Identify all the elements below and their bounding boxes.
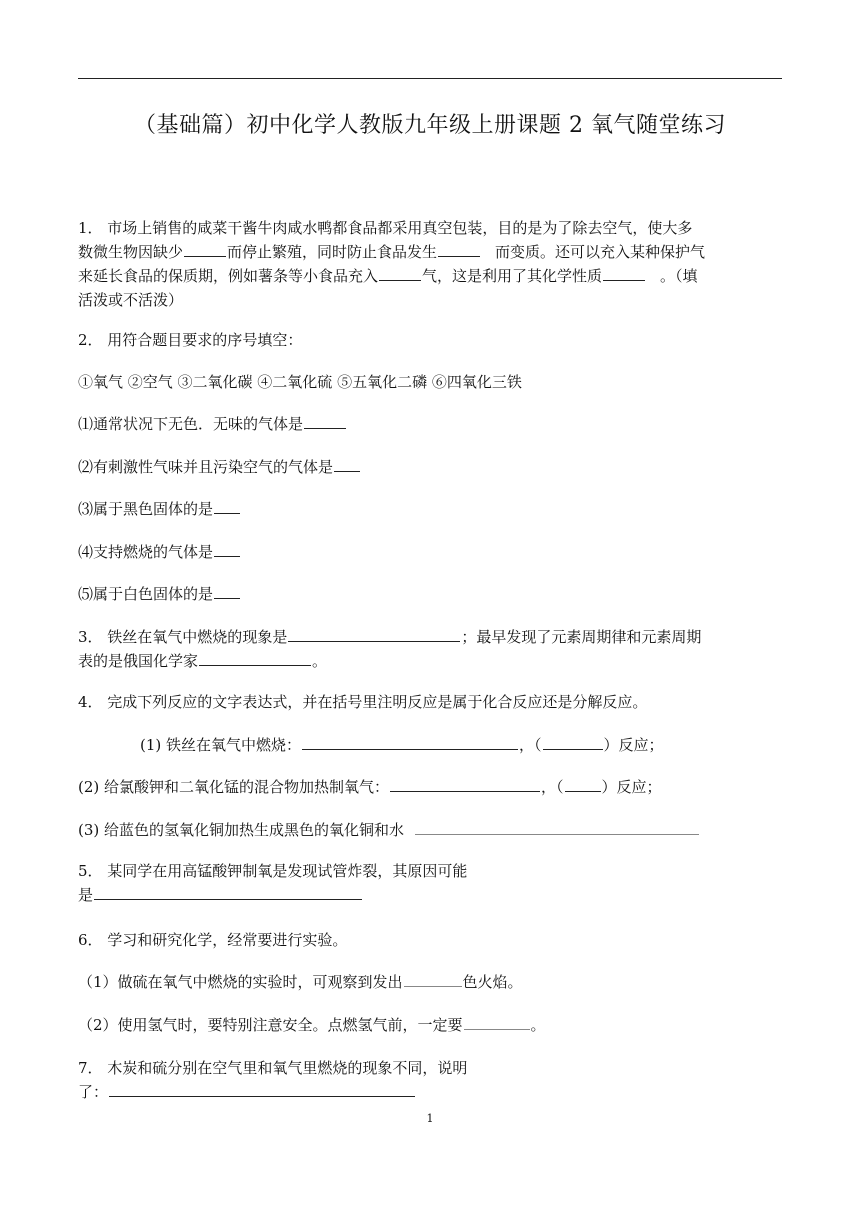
q2-blank-1[interactable]: [304, 412, 346, 429]
q7-line-1: 7． 木炭和硫分别在空气里和氧气里燃烧的现象不同，说明: [78, 1059, 468, 1077]
q6-blank-2[interactable]: [464, 1013, 530, 1030]
q6-sub-1: [78, 970, 782, 994]
q5-text: 是: [78, 886, 94, 904]
q6-blank-1[interactable]: [404, 970, 462, 987]
q1-text: 气，这是利用了其化学性质: [422, 267, 603, 285]
q2-sub-3-text: ⑶属于黑色固体的是: [78, 500, 214, 518]
q4-stem: 4． 完成下列反应的文字表达式，并在括号里注明反应是属于化合反应还是分解反应。: [78, 693, 648, 711]
q2-sub-2: [78, 455, 782, 479]
q4-sub-3: [78, 818, 782, 842]
q2-options: ①氧气 ②空气 ③二氧化碳 ④二氧化硫 ⑤五氧化二磷 ⑥四氧化三铁: [78, 373, 522, 391]
q4-blank-1[interactable]: [302, 733, 518, 750]
q2-sub-5: [78, 582, 782, 606]
q4-text: (1) 铁丝在氧气中燃烧：: [140, 736, 302, 754]
q1-line-2: [78, 240, 782, 264]
q3-text: ；最早发现了元素周期律和元素周期: [461, 628, 702, 646]
q1-blank-4[interactable]: [603, 264, 645, 281]
q4-blank-2[interactable]: [543, 733, 603, 750]
q6-stem: 6． 学习和研究化学，经常要进行实验。: [78, 931, 348, 949]
header-rule: [78, 78, 782, 79]
q6-text: 色火焰。: [462, 973, 523, 991]
q7-blank[interactable]: [109, 1080, 415, 1097]
q4-text: (3) 给蓝色的氢氧化铜加热生成黑色的氧化铜和水: [78, 821, 405, 839]
q1-line-1: 1． 市场上销售的咸菜干酱牛肉咸水鸭都食品都采用真空包装，目的是为了除去空气，使大多: [78, 219, 693, 237]
q2-stem: 2． 用符合题目要求的序号填空：: [78, 331, 303, 349]
q1-text: 。（填: [660, 267, 698, 285]
q3-text: 表的是俄国化学家: [78, 652, 199, 670]
q4-text: ）反应；: [603, 736, 664, 754]
q1-text: 而停止繁殖，同时防止食品发生: [227, 243, 438, 261]
q2-blank-4[interactable]: [214, 540, 240, 557]
q4-text: (2) 给氯酸钾和二氧化锰的混合物加热制氧气：: [78, 778, 390, 796]
q1-text: 数微生物因缺少: [78, 243, 184, 261]
q4-text: ，（: [519, 736, 542, 754]
q6-sub-2: [78, 1013, 782, 1037]
q3-blank-2[interactable]: [199, 649, 311, 666]
q3-line-1: [78, 625, 782, 649]
page-title: （基础篇）初中化学人教版九年级上册课题 2 氧气随堂练习: [134, 113, 726, 138]
q6-text: （1）做硫在氧气中燃烧的实验时，可观察到发出: [78, 973, 403, 991]
page-number: 1: [426, 1112, 434, 1125]
q4-blank-5[interactable]: [415, 818, 699, 835]
q4-blank-3[interactable]: [390, 775, 540, 792]
q2-sub-4: [78, 540, 782, 564]
q4-text: ，（: [541, 778, 564, 796]
q2-sub-4-text: ⑷支持燃烧的气体是: [78, 543, 214, 561]
q1-text: 而变质。还可以充入某种保护气: [495, 243, 706, 261]
q3-text: 3． 铁丝在氧气中燃烧的现象是: [78, 628, 288, 646]
q2-sub-3: [78, 497, 782, 521]
q4-blank-4[interactable]: [565, 775, 601, 792]
q3-blank-1[interactable]: [288, 625, 460, 642]
q7-text: 了：: [78, 1083, 109, 1101]
q2-blank-5[interactable]: [214, 582, 240, 599]
q7-line-2: [78, 1080, 782, 1104]
q4-sub-1: [140, 733, 782, 757]
q5-line-1: 5． 某同学在用高锰酸钾制氧是发现试管炸裂，其原因可能: [78, 862, 468, 880]
q2-blank-2[interactable]: [334, 455, 360, 472]
q1-line-4: 活泼或不活泼）: [78, 291, 184, 309]
q6-text: 。: [530, 1016, 546, 1034]
q2-sub-1-text: ⑴通常状况下无色．无味的气体是: [78, 415, 304, 433]
q1-text: 来延长食品的保质期，例如薯条等小食品充入: [78, 267, 379, 285]
q5-line-2: [78, 883, 782, 907]
q4-sub-2: [78, 775, 782, 799]
q1-blank-3[interactable]: [379, 264, 421, 281]
q3-text: 。: [312, 652, 328, 670]
q2-sub-5-text: ⑸属于白色固体的是: [78, 585, 214, 603]
q3-line-2: [78, 649, 782, 673]
q4-text: ）反应；: [601, 778, 662, 796]
q2-sub-1: [78, 412, 782, 436]
q1-line-3: [78, 264, 782, 288]
q1-blank-2[interactable]: [438, 240, 480, 257]
q2-sub-2-text: ⑵有刺激性气味并且污染空气的气体是: [78, 458, 334, 476]
q1-blank-1[interactable]: [184, 240, 226, 257]
q5-blank[interactable]: [94, 883, 362, 900]
q6-text: （2）使用氢气时，要特别注意安全。点燃氢气前，一定要: [78, 1016, 463, 1034]
q2-blank-3[interactable]: [214, 497, 240, 514]
